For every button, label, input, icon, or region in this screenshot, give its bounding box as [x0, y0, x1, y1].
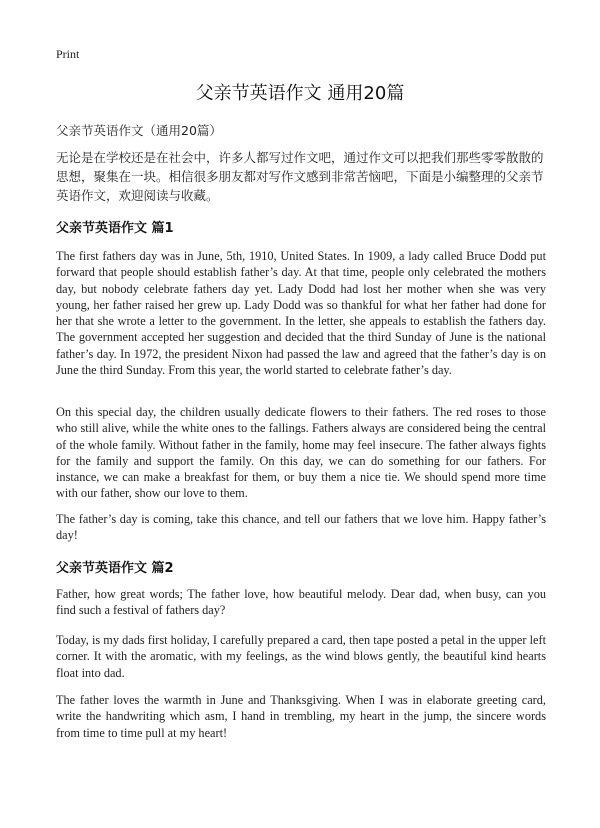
intro-paragraph: 无论是在学校还是在社会中，许多人都写过作文吧，通过作文可以把我们那些零零散散的思想，聚集在一块。相信很多朋友都对写作文感到非常苦恼吧，下面是小编整理的父亲节英语作文，欢迎阅读与收藏。 — [56, 150, 544, 203]
section-heading-2: 父亲节英语作文 篇2 — [56, 561, 174, 576]
section-1-paragraph-1: The first fathers day was in June, 5th, 1910, United States. In 1909, a lady called Bruce Dodd put forward that people should establish father’s day. At that time, people only celebrated the mothers day, but nobody celebrate fathers day yet. Lady Dodd had lost her mother when she was very young, her father raised her grew up. Lady Dodd was so thankful for what her father had done for her that she wrote a letter to the government. In the letter, she appeals to establish the fathers day. The government accepted her suggestion and decided that the third Sunday of June is the national father’s day. In 1972, the president Nixon had passed the law and agreed that the father’s day is on June the third Sunday. From this year, the world started to celebrate father’s day. — [56, 249, 546, 378]
print-link[interactable]: Print — [56, 47, 80, 61]
document-subtitle: 父亲节英语作文（通用20篇） — [56, 123, 222, 138]
section-2-paragraph-1: Father, how great words; The father love, how beautiful melody. Dear dad, when busy, can you find such a festival of fathers day? — [56, 587, 546, 618]
section-heading-1: 父亲节英语作文 篇1 — [56, 221, 174, 236]
section-1-paragraph-2: On this special day, the children usually dedicate flowers to their fathers. The red roses to those who still alive, while the white ones to the fallings. Fathers always are considered being the central of the whole family. Without father in the family, home may feel insecure. The father always fights for the family and support the family. On this day, we can do something for our fathers. For instance, we can make a breakfast for them, or buy them a nice tie. We should spend more time with our father, show our love to them. — [56, 405, 546, 501]
section-2-paragraph-3: The father loves the warmth in June and Thanksgiving. When I was in elaborate greeting card, write the handwriting which asm, I hand in trembling, my heart in the jump, the sincere words from time to time pull at my heart! — [56, 693, 546, 740]
document-title: 父亲节英语作文 通用20篇 — [195, 83, 405, 104]
section-1-paragraph-3: The father’s day is coming, take this chance, and tell our fathers that we love him. Happy father’s day! — [56, 512, 546, 543]
section-2-paragraph-2: Today, is my dads first holiday, I carefully prepared a card, then tape posted a petal in the upper left corner. It with the aromatic, with my feelings, as the wind blows gently, the beautiful kind hearts float into dad. — [56, 633, 546, 680]
